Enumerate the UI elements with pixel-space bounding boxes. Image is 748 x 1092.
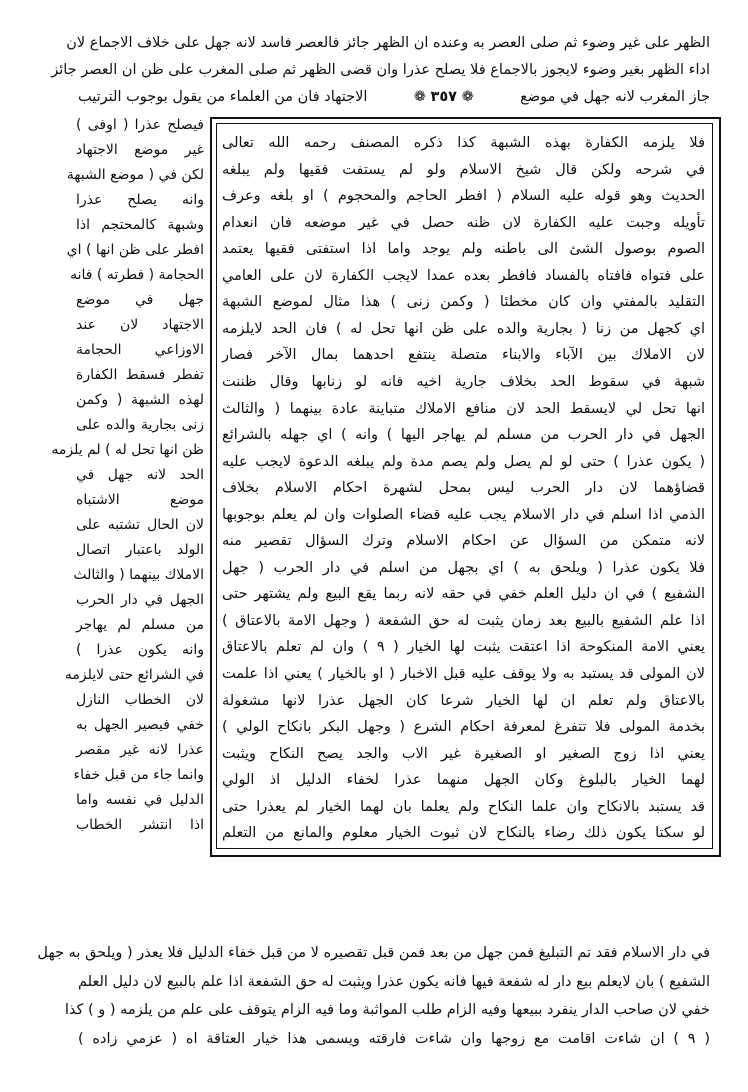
marginal-text-line: الحجامة ( فطرته ) فانه bbox=[70, 267, 204, 283]
header-line: الظهر على غير وضوء ثم صلى العصر به وعنده ان الظهر جائز فالعصر فاسد لانه جهل على خلاف الاجماع لان bbox=[66, 35, 710, 51]
marginal-text-line: لكن في ( موضع الشبهة bbox=[66, 167, 204, 183]
main-text-line: اي كجهل من زنا ( بجارية والده على ظن انها تحل له ) فان الحد لايلزمه bbox=[222, 320, 705, 337]
footer-text-line: خفي لان صاحب الدار ينفرد ببيعها وفيه الزام طلب المواثبة وما فيه الزام يتوقف على علم من يلزمه ( و ) كذا bbox=[64, 1002, 710, 1018]
footer-text-line: الشفيع ) بان لايعلم بيع دار له شفعة فيها فانه يكون عذرا ويثبت له حق الشفعة اذا علم بالبيع لان دليل العلم bbox=[78, 973, 710, 990]
main-text-line: لو سكتا يكون ذلك رضاء بالنكاح لان ثبوت الخيار معلوم والمانع من التعلم bbox=[222, 825, 705, 842]
footer-text-line: ( ٩ ) ان شاءت اقامت مع زوجها وان شاءت فارقته ويسمى هذا خيار العتاقة اه ( عزمي زاده ) bbox=[78, 1030, 710, 1047]
main-text-line: الجهل في دار الحرب من مسلم لم يهاجر اليها ) وانه ) اي جهله بالشرائع bbox=[222, 427, 705, 444]
marginal-text-line: الجهل في دار الحرب bbox=[76, 592, 204, 608]
main-text-line: الحديث وهو قوله عليه السلام ( افطر الحاجم والمحجوم ) او بلغه وعرف bbox=[222, 188, 705, 205]
marginal-text-line: الولد باعتبار اتصال bbox=[76, 542, 204, 558]
page-bar-left-text: الاجتهاد فان من العلماء من يقول بوجوب الترتيب bbox=[78, 89, 368, 105]
main-text-line: التقليد بالمفتي وان كان مخطئا ( وكمن زنى ) هذا مثال لموضع الشبهة bbox=[222, 294, 705, 311]
marginal-text-line: وانه يصلح عذرا bbox=[76, 192, 204, 208]
marginal-text-line: فيصلح عذرا ( اوفى ) bbox=[76, 117, 204, 133]
ornament-left-icon: ❁ bbox=[461, 89, 474, 105]
marginal-text-line: لان الخطاب النازل bbox=[76, 692, 204, 708]
main-text-line: الذمي اذا اسلم في دار الاسلام يجب عليه قضاء الصلوات وان لم يعلم بوجوبها bbox=[222, 506, 705, 523]
marginal-text-line: تفطر فسقط الكفارة bbox=[76, 367, 204, 383]
main-text-line: يعني اذا زوج الصغير او الصغيرة غير الاب والجد يصح النكاح ويثبت bbox=[222, 745, 705, 762]
marginal-text-line: زنى بجارية والده على bbox=[76, 417, 204, 433]
main-text-line: لانه متمكن من السؤال عن احكام الاسلام وترك السؤال تقصير منه bbox=[222, 533, 705, 550]
marginal-text-line: ظن انها تحل له ) لم يلزمه bbox=[51, 442, 204, 458]
main-text-line: يعني الامة المنكوحة اذا اعتقت يثبت لها الخيار ( ٩ ) وان لم تعلم بالاعتاق bbox=[222, 639, 705, 656]
main-text-line: قد يستبد بالانكاح وان علما النكاح ولم يعلما بان لهما الخيار لم يعذرا حتى bbox=[222, 798, 705, 815]
footer-text-line: في دار الاسلام فقد تم التبليغ فمن جهل من بعد فمن قبل تقصيره لا من قبل خفاء الدليل فلا يعذر ( ويلحق به جهل bbox=[37, 945, 710, 961]
marginal-text-line: الحد لانه جهل في bbox=[76, 467, 204, 483]
ornament-right-icon: ❁ bbox=[413, 89, 426, 105]
marginal-text-line: وشبهة كالمحتجم اذا bbox=[76, 217, 204, 233]
main-text-line: على فتواه فافتاه بالفساد فافطر بعده عمدا لايجب الكفارة لان على العامي bbox=[222, 267, 705, 284]
main-text-line: انها تحل لي لايسقط الحد لان منافع الاملاك متباينة عادة بينهما ( والثالث bbox=[222, 400, 705, 417]
main-text-line: قضاؤهما لان دار الحرب ليس بمحل لشهرة احكام الاسلام بخلاف bbox=[222, 480, 705, 497]
marginal-text-line: الاوزاعي الحجامة bbox=[76, 342, 204, 358]
page-bar-right-text: جاز المغرب لانه جهل في موضع bbox=[520, 89, 710, 105]
header-line: اداء الظهر بغير وضوء لايجوز بالاجماع فلا يصلح عذرا وان قضى الظهر ثم صلى المغرب على ظن ان العصر جائز bbox=[51, 62, 710, 78]
main-text-line: بخدمة المولى فلا تتفرغ لمعرفة احكام الشرع ( وجهل البكر بانكاح الولي ) bbox=[222, 719, 705, 736]
main-text-line: لان المولى قد يستبد به ولا يوقف عليه قبل الاخبار ( او بالخيار ) يعني اذا علمت bbox=[222, 666, 705, 682]
main-text-line: في شرحه ولكن قال شيخ الاسلام ولو لم يستفت فقيها ولم يبلغه bbox=[222, 161, 705, 178]
main-text-line: الصوم بوصول الشئ الى باطنه ولم يوجد واما اذا استفتى فقيها يعتمد bbox=[222, 241, 705, 258]
marginal-text-line: من مسلم لم يهاجر bbox=[76, 617, 204, 633]
main-text-line: بالاعتاق ولم تعلم ان لها الخيار شرعا كان الجهل عذرا لانها مشغولة bbox=[222, 692, 705, 709]
main-text-line: فلا يكون عذرا ( ويلحق به ) اي بجهل من اسلم في دار الحرب ( جهل bbox=[222, 559, 705, 576]
marginal-text-line: خفي فيصير الجهل به bbox=[76, 717, 204, 733]
page-number-bar bbox=[78, 84, 710, 110]
main-text-line: فلا يلزمه الكفارة بهذه الشبهة كذا ذكره المصنف رحمه الله تعالى bbox=[222, 135, 705, 151]
marginal-text-line: وانما جاء من قبل خفاء bbox=[73, 767, 204, 783]
main-text-line: تأويله وجبت عليه الكفارة لان ظنه حصل في غير موضعه فان انعدام bbox=[222, 214, 705, 231]
marginal-text-line: اذا انتشر الخطاب bbox=[76, 817, 204, 833]
marginal-text-line: جهل في موضع bbox=[76, 292, 204, 308]
marginal-text-line: الاجتهاد لان عند bbox=[76, 317, 204, 333]
marginal-text-line: في الشرائع حتى لايلزمه bbox=[64, 667, 204, 683]
main-text-line: ( يكون عذرا ) حتى لو لم يصل ولم يصم مدة ولم يبلغه الدعوة لايجب عليه bbox=[222, 453, 705, 470]
marginal-text-line: لان الحال تشتبه على bbox=[76, 517, 204, 533]
marginal-text-line: عذرا لانه غير مقصر bbox=[76, 742, 204, 758]
main-text-line: الشفيع ) في ان دليل العلم خفي في حقه لانه ربما يقع البيع ولم يشتهر حتى bbox=[222, 586, 705, 603]
main-text-line: شبهة في سقوط الحد بخلاف جارية اخيه فانه لو زنابها وقال ظننت bbox=[222, 373, 705, 390]
marginal-text-line: موضع الاشتباه bbox=[76, 492, 204, 508]
marginal-text-line: الاملاك بينهما ( والثالث bbox=[73, 567, 204, 583]
marginal-text-line: غير موضع الاجتهاد bbox=[76, 142, 204, 158]
main-text-line: لان الاملاك بين الآباء والابناء متصلة ينتفع احدهما بمال الآخر فصار bbox=[222, 347, 705, 364]
marginal-text-line: الدليل في نفسه واما bbox=[76, 792, 204, 808]
marginal-text-line: لهذه الشبهة ( وكمن bbox=[76, 392, 204, 408]
marginal-text-line: وانه يكون عذرا ) bbox=[76, 642, 204, 658]
main-text-line: لهما الخيار بالبلوغ وكان الجهل منهما عذرا لخفاء الدليل اذ الولي bbox=[222, 772, 705, 789]
marginal-text-line: افطر على ظن انها ) اي bbox=[66, 242, 204, 258]
page-number bbox=[414, 89, 474, 105]
page-number-value: ٣٥٧ bbox=[430, 89, 458, 105]
main-text-line: اذا علم الشفيع بالبيع بعد زمان يثبت له حق الشفعة ( وجهل الامة بالاعتاق ) bbox=[222, 612, 705, 629]
